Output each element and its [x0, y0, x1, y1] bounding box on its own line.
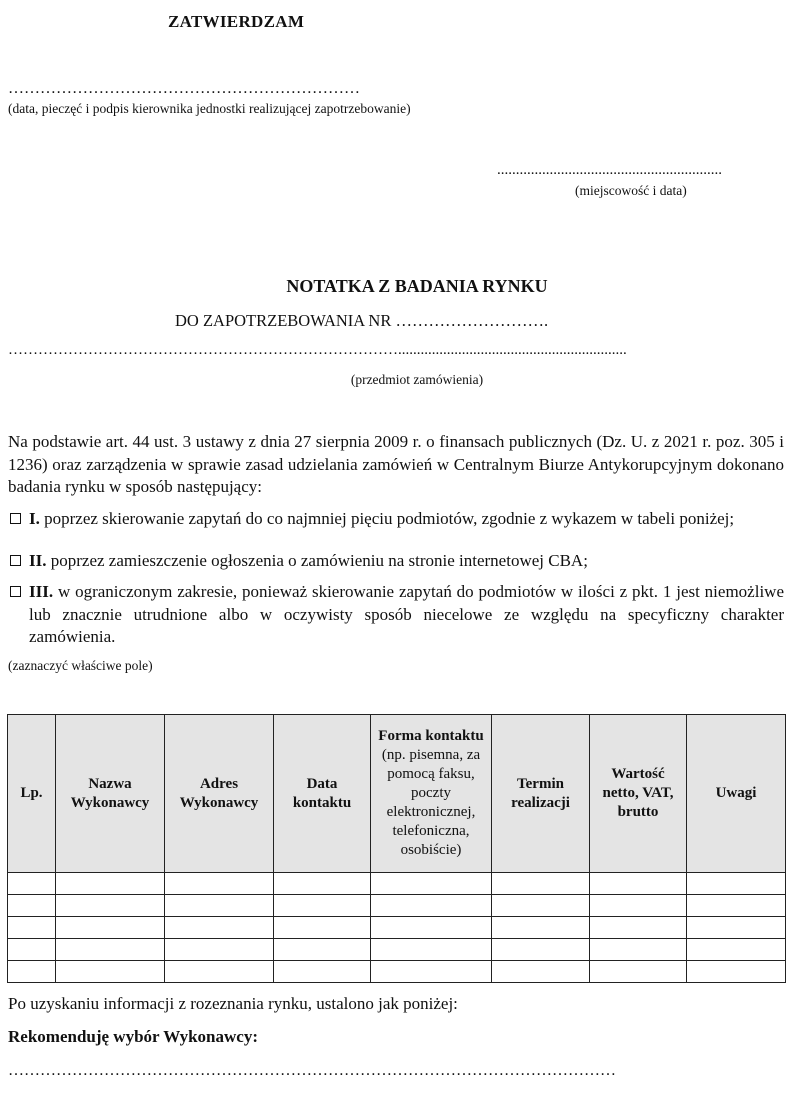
checkbox-icon[interactable] [10, 555, 21, 566]
table-cell[interactable] [8, 873, 56, 895]
place-date-caption: (miejscowość i data) [575, 183, 687, 198]
header-name: Nazwa Wykonawcy [56, 715, 165, 873]
table-cell[interactable] [56, 873, 165, 895]
option-number: I. [29, 509, 40, 528]
table-cell[interactable] [371, 961, 492, 983]
table-cell[interactable] [492, 917, 590, 939]
table-cell[interactable] [492, 961, 590, 983]
signature-line: ………………………………………………………… [8, 80, 360, 97]
table-cell[interactable] [687, 917, 786, 939]
header-notes: Uwagi [687, 715, 786, 873]
table-cell[interactable] [590, 939, 687, 961]
recommendation-line: …………………………………………………………………………………………………… [8, 1062, 616, 1079]
option-number: II. [29, 551, 47, 570]
table-cell[interactable] [8, 917, 56, 939]
place-date-line: ............................................................ [497, 162, 722, 178]
header-contact-form-hint: (np. pisemna, za pomocą faksu, poczty elektronicznej, telefoniczna, osobiście) [381, 747, 481, 858]
mark-instruction: (zaznaczyć właściwe pole) [8, 658, 153, 673]
table-row [8, 873, 786, 895]
table-cell[interactable] [492, 895, 590, 917]
approval-heading: ZATWIERDZAM [168, 12, 305, 31]
table-cell[interactable] [165, 961, 274, 983]
table-cell[interactable] [165, 873, 274, 895]
signature-caption: (data, pieczęć i podpis kierownika jednostki realizującej zapotrzebowanie) [8, 101, 411, 116]
table-cell[interactable] [371, 939, 492, 961]
option-number: III. [29, 582, 54, 601]
header-contact-form-title: Forma kontaktu [378, 728, 484, 744]
option-text: poprzez skierowanie zapytań do co najmniej pięciu podmiotów, zgodnie z wykazem w tabeli poniżej; [39, 509, 735, 528]
checkbox-icon[interactable] [10, 586, 21, 597]
option-2 [8, 550, 784, 573]
table-cell[interactable] [8, 961, 56, 983]
option-text: w ograniczonym zakresie, ponieważ skierowanie zapytań do podmiotów w ilości z pkt. 1 jest niemożliwe lub znacznie utrudnione albo w oczywisty sposób niecelowe ze względu na specyficzny charakter zamówienia. [29, 582, 784, 646]
table-cell[interactable] [56, 917, 165, 939]
intro-paragraph: Na podstawie art. 44 ust. 3 ustawy z dnia 27 sierpnia 2009 r. o finansach publicznych (Dz. U. z 2021 r. poz. 305 i 1236) oraz zarządzenia w sprawie zasad udzielania zamówień w Centralnym Biurze Antykorupcyjnym dokonano badania rynku w sposób następujący: [8, 432, 784, 496]
option-3 [8, 581, 784, 649]
table-cell[interactable] [274, 873, 371, 895]
checkbox-icon[interactable] [10, 513, 21, 524]
result-statement: Po uzyskaniu informacji z rozeznania rynku, ustalono jak poniżej: [8, 994, 458, 1013]
option-1 [8, 508, 784, 531]
header-value: Wartość netto, VAT, brutto [590, 715, 687, 873]
table-cell[interactable] [590, 895, 687, 917]
table-row [8, 895, 786, 917]
table-cell[interactable] [371, 873, 492, 895]
requisition-number-line: DO ZAPOTRZEBOWANIA NR ………………………. [175, 311, 549, 330]
table-cell[interactable] [687, 939, 786, 961]
table-row [8, 939, 786, 961]
table-cell[interactable] [56, 961, 165, 983]
header-contact-form [371, 715, 492, 873]
document-title: NOTATKA Z BADANIA RYNKU [286, 276, 548, 296]
option-text: poprzez zamieszczenie ogłoszenia o zamówieniu na stronie internetowej CBA; [46, 551, 588, 570]
table-cell[interactable] [687, 895, 786, 917]
table-cell[interactable] [492, 939, 590, 961]
header-address: Adres Wykonawcy [165, 715, 274, 873]
header-contact-date: Data kontaktu [274, 715, 371, 873]
header-term: Termin realizacji [492, 715, 590, 873]
recommendation-label: Rekomenduję wybór Wykonawcy: [8, 1027, 258, 1046]
contractors-table [7, 714, 786, 983]
table-cell[interactable] [590, 917, 687, 939]
table-cell[interactable] [274, 917, 371, 939]
table-cell[interactable] [274, 895, 371, 917]
table-cell[interactable] [8, 939, 56, 961]
table-header-row [8, 715, 786, 873]
table-cell[interactable] [165, 895, 274, 917]
table-cell[interactable] [687, 873, 786, 895]
table-cell[interactable] [687, 961, 786, 983]
table-cell[interactable] [274, 961, 371, 983]
subject-line: ……………………………………………………………………............................................................. [8, 342, 627, 358]
table-cell[interactable] [8, 895, 56, 917]
table-cell[interactable] [492, 873, 590, 895]
table-cell[interactable] [371, 895, 492, 917]
table-cell[interactable] [56, 939, 165, 961]
table-row [8, 917, 786, 939]
subject-caption: (przedmiot zamówienia) [350, 372, 484, 387]
table-row [8, 961, 786, 983]
table-cell[interactable] [590, 873, 687, 895]
header-lp: Lp. [8, 715, 56, 873]
table-cell[interactable] [274, 939, 371, 961]
table-cell[interactable] [56, 895, 165, 917]
table-cell[interactable] [165, 917, 274, 939]
table-cell[interactable] [590, 961, 687, 983]
table-cell[interactable] [371, 917, 492, 939]
table-cell[interactable] [165, 939, 274, 961]
